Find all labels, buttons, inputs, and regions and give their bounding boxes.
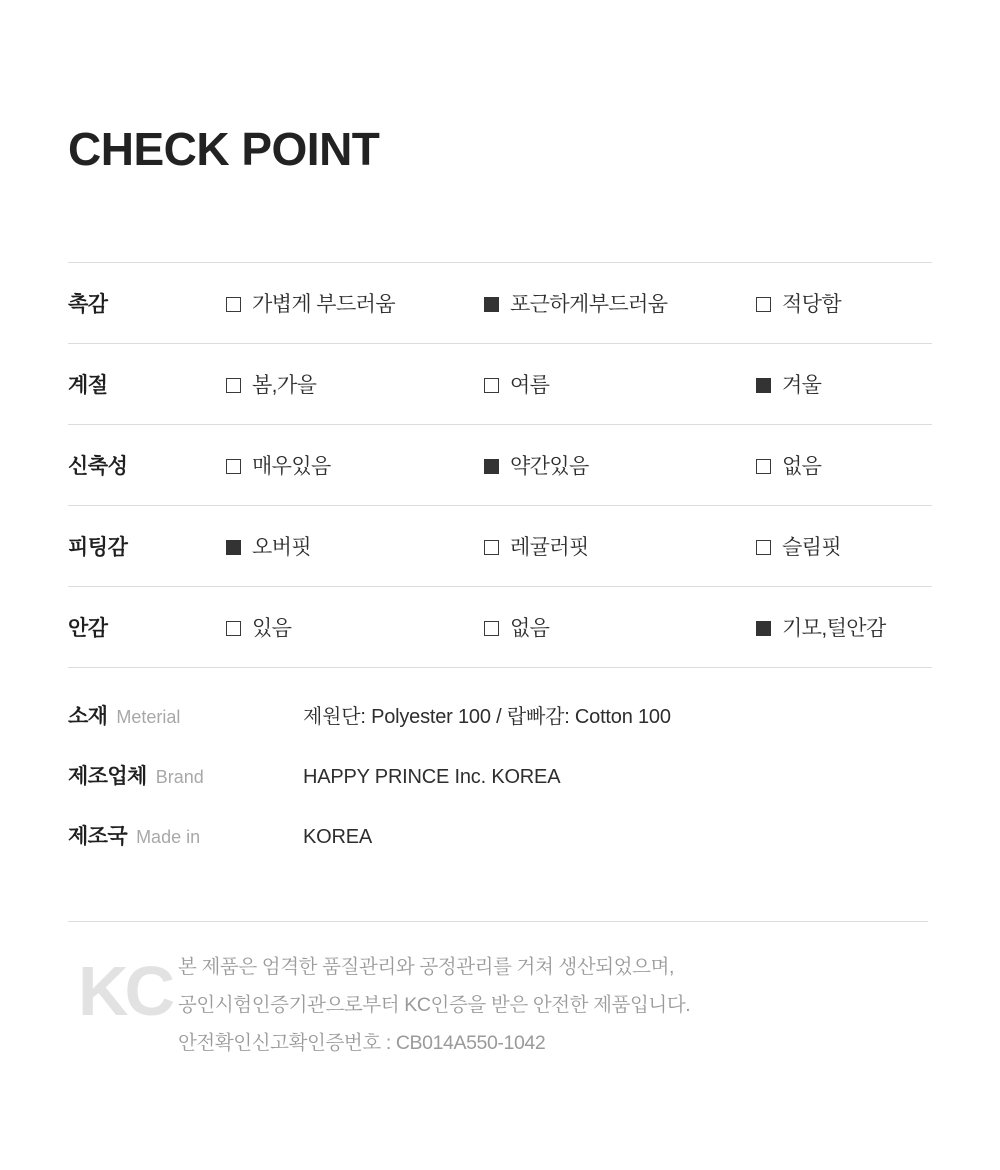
spec-options xyxy=(226,369,932,399)
info-key xyxy=(68,820,303,850)
info-key-kr: 제조국 xyxy=(68,825,128,848)
spec-option-label: 포근하게부드러움 xyxy=(510,293,668,316)
list-item xyxy=(68,700,932,760)
table-row xyxy=(68,424,932,505)
spec-option[interactable] xyxy=(484,288,756,318)
checkbox-unchecked-icon[interactable] xyxy=(226,459,241,474)
spec-options xyxy=(226,531,932,561)
spec-option-label: 슬림핏 xyxy=(782,536,842,559)
spec-option[interactable] xyxy=(756,288,932,318)
checkbox-unchecked-icon[interactable] xyxy=(226,621,241,636)
checkbox-unchecked-icon[interactable] xyxy=(226,378,241,393)
table-row xyxy=(68,262,932,343)
spec-option[interactable] xyxy=(226,450,484,480)
table-row xyxy=(68,586,932,668)
kc-certification-icon: KC xyxy=(78,952,172,1030)
spec-option[interactable] xyxy=(484,612,756,642)
info-key xyxy=(68,760,303,790)
checkbox-unchecked-icon[interactable] xyxy=(756,540,771,555)
spec-table xyxy=(68,262,932,668)
checkbox-unchecked-icon[interactable] xyxy=(756,459,771,474)
spec-option[interactable] xyxy=(484,450,756,480)
spec-option[interactable] xyxy=(484,531,756,561)
spec-option[interactable] xyxy=(226,288,484,318)
spec-option-label: 약간있음 xyxy=(510,455,589,478)
checkbox-unchecked-icon[interactable] xyxy=(484,621,499,636)
info-key-kr: 제조업체 xyxy=(68,765,147,788)
kc-text-line: 안전확인신고확인증번호 : CB014A550-1042 xyxy=(178,1032,546,1054)
list-item xyxy=(68,760,932,820)
spec-option[interactable] xyxy=(756,369,932,399)
spec-option[interactable] xyxy=(226,369,484,399)
kc-text-line: 본 제품은 엄격한 품질관리와 공정관리를 거쳐 생산되었으며, xyxy=(178,956,675,978)
info-key-en: Brand xyxy=(155,767,204,787)
spec-label: 피팅감 xyxy=(68,536,128,559)
info-value: KOREA xyxy=(303,826,373,848)
checkbox-checked-icon[interactable] xyxy=(226,540,241,555)
spec-option-label: 매우있음 xyxy=(252,455,331,478)
table-row xyxy=(68,343,932,424)
info-key-en: Meterial xyxy=(116,707,181,727)
checkbox-unchecked-icon[interactable] xyxy=(484,540,499,555)
spec-option-label: 오버핏 xyxy=(252,536,312,559)
info-key-en: Made in xyxy=(136,827,201,847)
spec-option-label: 여름 xyxy=(510,374,550,397)
spec-label: 계절 xyxy=(68,374,108,397)
spec-option[interactable] xyxy=(484,369,756,399)
checkbox-checked-icon[interactable] xyxy=(756,378,771,393)
spec-label: 신축성 xyxy=(68,455,128,478)
spec-option-label: 가볍게 부드러움 xyxy=(252,293,396,316)
table-row xyxy=(68,505,932,586)
spec-option[interactable] xyxy=(756,450,932,480)
checkbox-unchecked-icon[interactable] xyxy=(756,297,771,312)
spec-option-label: 없음 xyxy=(782,455,822,478)
spec-option[interactable] xyxy=(756,612,932,642)
spec-label: 촉감 xyxy=(68,293,108,316)
list-item xyxy=(68,820,932,880)
page-title: CHECK POINT xyxy=(68,123,380,175)
kc-certification-text xyxy=(178,948,878,1062)
info-key-kr: 소재 xyxy=(68,705,108,728)
spec-option-label: 기모,털안감 xyxy=(782,617,886,640)
kc-text-line: 공인시험인증기관으로부터 KC인증을 받은 안전한 제품입니다. xyxy=(178,994,691,1016)
checkbox-unchecked-icon[interactable] xyxy=(226,297,241,312)
spec-option[interactable] xyxy=(226,612,484,642)
spec-options xyxy=(226,288,932,318)
info-value: HAPPY PRINCE Inc. KOREA xyxy=(303,766,561,788)
spec-options xyxy=(226,612,932,642)
spec-option-label: 적당함 xyxy=(782,293,842,316)
spec-option-label: 봄,가을 xyxy=(252,374,317,397)
info-key xyxy=(68,700,303,730)
spec-option[interactable] xyxy=(756,531,932,561)
checkbox-checked-icon[interactable] xyxy=(756,621,771,636)
spec-options xyxy=(226,450,932,480)
divider xyxy=(68,921,928,922)
spec-option-label: 겨울 xyxy=(782,374,822,397)
spec-label: 안감 xyxy=(68,617,108,640)
checkbox-checked-icon[interactable] xyxy=(484,459,499,474)
spec-option-label: 레귤러핏 xyxy=(510,536,589,559)
spec-option[interactable] xyxy=(226,531,484,561)
product-info-list xyxy=(68,700,932,880)
info-value: 제원단: Polyester 100 / 랍빠감: Cotton 100 xyxy=(303,706,671,728)
spec-option-label: 있음 xyxy=(252,617,292,640)
spec-option-label: 없음 xyxy=(510,617,550,640)
checkbox-unchecked-icon[interactable] xyxy=(484,378,499,393)
checkbox-checked-icon[interactable] xyxy=(484,297,499,312)
